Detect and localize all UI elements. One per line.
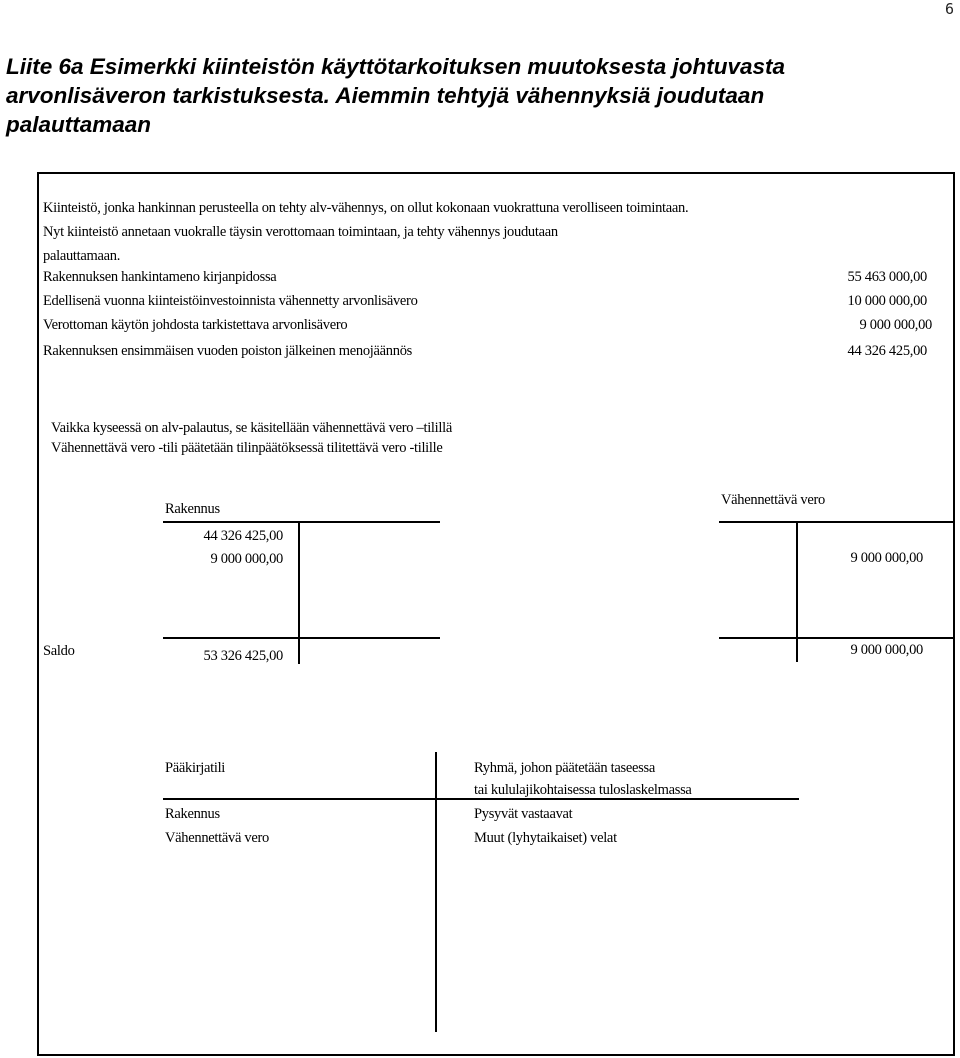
- calc-value-acquisition: 55 463 000,00: [847, 269, 927, 285]
- t-account-rakennus-title: Rakennus: [165, 501, 220, 517]
- mapping-header-rule: [163, 798, 799, 800]
- calc-value-deducted-vat: 10 000 000,00: [847, 293, 927, 309]
- mapping-row-account: Vähennettävä vero: [165, 830, 269, 846]
- t-account-vahennettava-top-rule: [719, 521, 955, 523]
- intro-line-2: Nyt kiinteistö annetaan vuokralle täysin verottomaan toimintaan, ja tehty vähennys joudutaan: [43, 224, 558, 240]
- page-number: 6: [944, 0, 954, 18]
- mapping-row-group: Muut (lyhytaikaiset) velat: [474, 830, 617, 846]
- title-line-2: arvonlisäveron tarkistuksesta. Aiemmin tehtyjä vähennyksiä joudutaan: [6, 83, 765, 108]
- t-account-vahennettava-title: Vähennettävä vero: [721, 492, 825, 508]
- mapping-col1-header: Pääkirjatili: [165, 760, 226, 776]
- t-account-rakennus-saldo: 53 326 425,00: [203, 648, 283, 664]
- calc-label-residual: Rakennuksen ensimmäisen vuoden poiston jälkeinen menojäännös: [43, 343, 412, 359]
- page-title: [6, 52, 951, 139]
- mapping-row-account: Rakennus: [165, 806, 220, 822]
- title-line-1: Liite 6a Esimerkki kiinteistön käyttötarkoituksen muutoksesta johtuvasta: [6, 54, 785, 79]
- title-line-3: palauttamaan: [6, 112, 152, 137]
- note-line-2: Vähennettävä vero -tili päätetään tilinpäätöksessä tilitettävä vero -tilille: [51, 440, 443, 456]
- t-account-vahennettava-saldo: 9 000 000,00: [850, 642, 923, 658]
- calc-label-adjusted-vat: Verottoman käytön johdosta tarkistettava arvonlisävero: [43, 317, 348, 333]
- mapping-divider: [435, 752, 437, 1032]
- calc-label-acquisition: Rakennuksen hankintameno kirjanpidossa: [43, 269, 277, 285]
- mapping-col2-header-line-2: tai kululajikohtaisessa tuloslaskelmassa: [474, 782, 692, 798]
- calc-value-adjusted-vat: 9 000 000,00: [859, 317, 932, 333]
- saldo-label: Saldo: [43, 643, 75, 659]
- t-account-rakennus-debit-1: 44 326 425,00: [203, 528, 283, 544]
- t-account-vahennettava-credit-1: 9 000 000,00: [850, 550, 923, 566]
- mapping-col2-header-line-1: Ryhmä, johon päätetään taseessa: [474, 760, 655, 776]
- t-account-rakennus-debit-2: 9 000 000,00: [210, 551, 283, 567]
- example-frame: [37, 172, 955, 1056]
- t-account-vahennettava-saldo-rule: [719, 637, 955, 639]
- t-account-rakennus-center-rule: [298, 522, 300, 664]
- calc-label-deducted-vat: Edellisenä vuonna kiinteistöinvestoinnista vähennetty arvonlisävero: [43, 293, 418, 309]
- t-account-rakennus-top-rule: [163, 521, 440, 523]
- note-line-1: Vaikka kyseessä on alv-palautus, se käsitellään vähennettävä vero –tilillä: [51, 420, 452, 436]
- t-account-rakennus-saldo-rule: [163, 637, 440, 639]
- intro-line-3: palauttamaan.: [43, 248, 121, 264]
- mapping-row-group: Pysyvät vastaavat: [474, 806, 573, 822]
- calc-value-residual: 44 326 425,00: [847, 343, 927, 359]
- t-account-vahennettava-center-rule: [796, 522, 798, 662]
- intro-line-1: Kiinteistö, jonka hankinnan perusteella on tehty alv-vähennys, on ollut kokonaan vuokrattuna verolliseen toimintaan.: [43, 200, 689, 216]
